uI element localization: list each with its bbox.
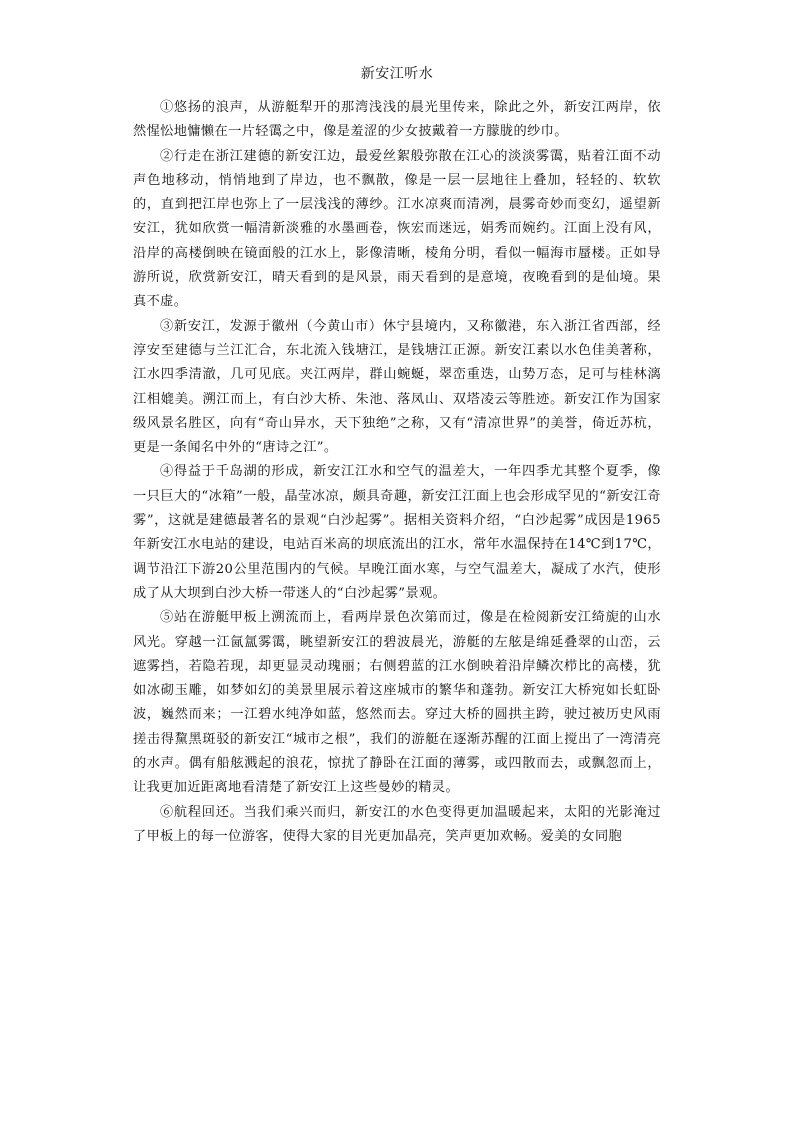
paragraph-6: ⑥航程回还。当我们乘兴而归，新安江的水色变得更加温暖起来，太阳的光影淹过了甲板上的每一位游客，使得大家的目光更加晶亮，笑声更加欢畅。爱美的女同胞 <box>133 804 661 844</box>
paragraph-1: ①悠扬的浪声，从游艇犁开的那湾浅浅的晨光里传来，除此之外，新安江两岸，依然惺忪地慵懒在一片轻霭之中，像是羞涩的少女披戴着一方朦胧的纱巾。 <box>133 100 661 140</box>
page-title: 新安江听水 <box>360 66 434 82</box>
paragraph-2: ②行走在浙江建德的新安江边，最爱丝絮般弥散在江心的淡淡雾霭，贴着江面不动声色地移动，悄悄地到了岸边，也不飘散，像是一层一层地往上叠加，轻轻的、软软的，直到把江岸也弥上了一层浅浅的薄纱。江水凉爽而清冽，晨雾奇妙而变幻，遥望新安江，犹如欣赏一幅清新淡雅的水墨画卷，恢宏而迷远，娟秀而婉约。江面上没有风，沿岸的高楼倒映在镜面般的江水上，影像清晰，棱角分明，看似一幅海市蜃楼。正如导游所说，欣赏新安江，晴天看到的是风景，雨天看到的是意境，夜晚看到的是仙境。果真不虚。 <box>133 148 661 310</box>
paragraph-4: ④得益于千岛湖的形成，新安江江水和空气的温差大，一年四季尤其整个夏季，像一只巨大的“冰箱”一般，晶莹冰凉，颇具奇趣，新安江江面上也会形成罕见的“新安江奇雾”，这就是建德最著名的景观“白沙起雾”。据相关资料介绍，“白沙起雾”成因是1965年新安江水电站的建设，电站百米高的坝底流出的江水，常年水温保持在14℃到17℃，调节沿江下游20公里范围内的气候。早晚江面水寒，与空气温差大，凝成了水汽，使形成了从大坝到白沙大桥一带迷人的“白沙起雾”景观。 <box>133 464 661 601</box>
article-body <box>133 96 661 849</box>
paragraph-5: ⑤站在游艇甲板上溯流而上，看两岸景色次第而过，像是在检阅新安江绮旎的山水风光。穿越一江氤氲雾霭，眺望新安江的碧波晨光，游艇的左舷是绵延叠翠的山峦，云遮雾挡，若隐若现，却更显灵动瑰丽；右侧碧蓝的江水倒映着沿岸鳞次栉比的高楼，犹如冰砌玉雕，如梦如幻的美景里展示着这座城市的繁华和蓬勃。新安江大桥宛如长虹卧波，巍然而来；一江碧水纯净如蓝，悠然而去。穿过大桥的圆拱主跨，驶过被历史风雨搓击得黧黑斑驳的新安江“城市之根”，我们的游艇在逐渐苏醒的江面上搅出了一湾清亮的水声。偶有船舷溅起的浪花，惊扰了静卧在江面的薄雾，或四散而去，或飘忽而上，让我更加近距离地看清楚了新安江上这些曼妙的精灵。 <box>133 610 661 796</box>
paragraph-3: ③新安江，发源于徽州（今黄山市）休宁县境内，又称徽港，东入浙江省西部，经淳安至建德与兰江汇合，东北流入钱塘江，是钱塘江正源。新安江素以水色佳美著称，江水四季清澈，几可见底。夹江两岸，群山蜿蜒，翠峦重迭，山势万态，足可与桂林漓江相媲美。溯江而上，有白沙大桥、朱池、落凤山、双塔凌云等胜迹。新安江作为国家级风景名胜区，向有“奇山异水，天下独绝”之称，又有“清凉世界”的美誉，倚近苏杭，更是一条闻名中外的“唐诗之江”。 <box>133 318 661 456</box>
